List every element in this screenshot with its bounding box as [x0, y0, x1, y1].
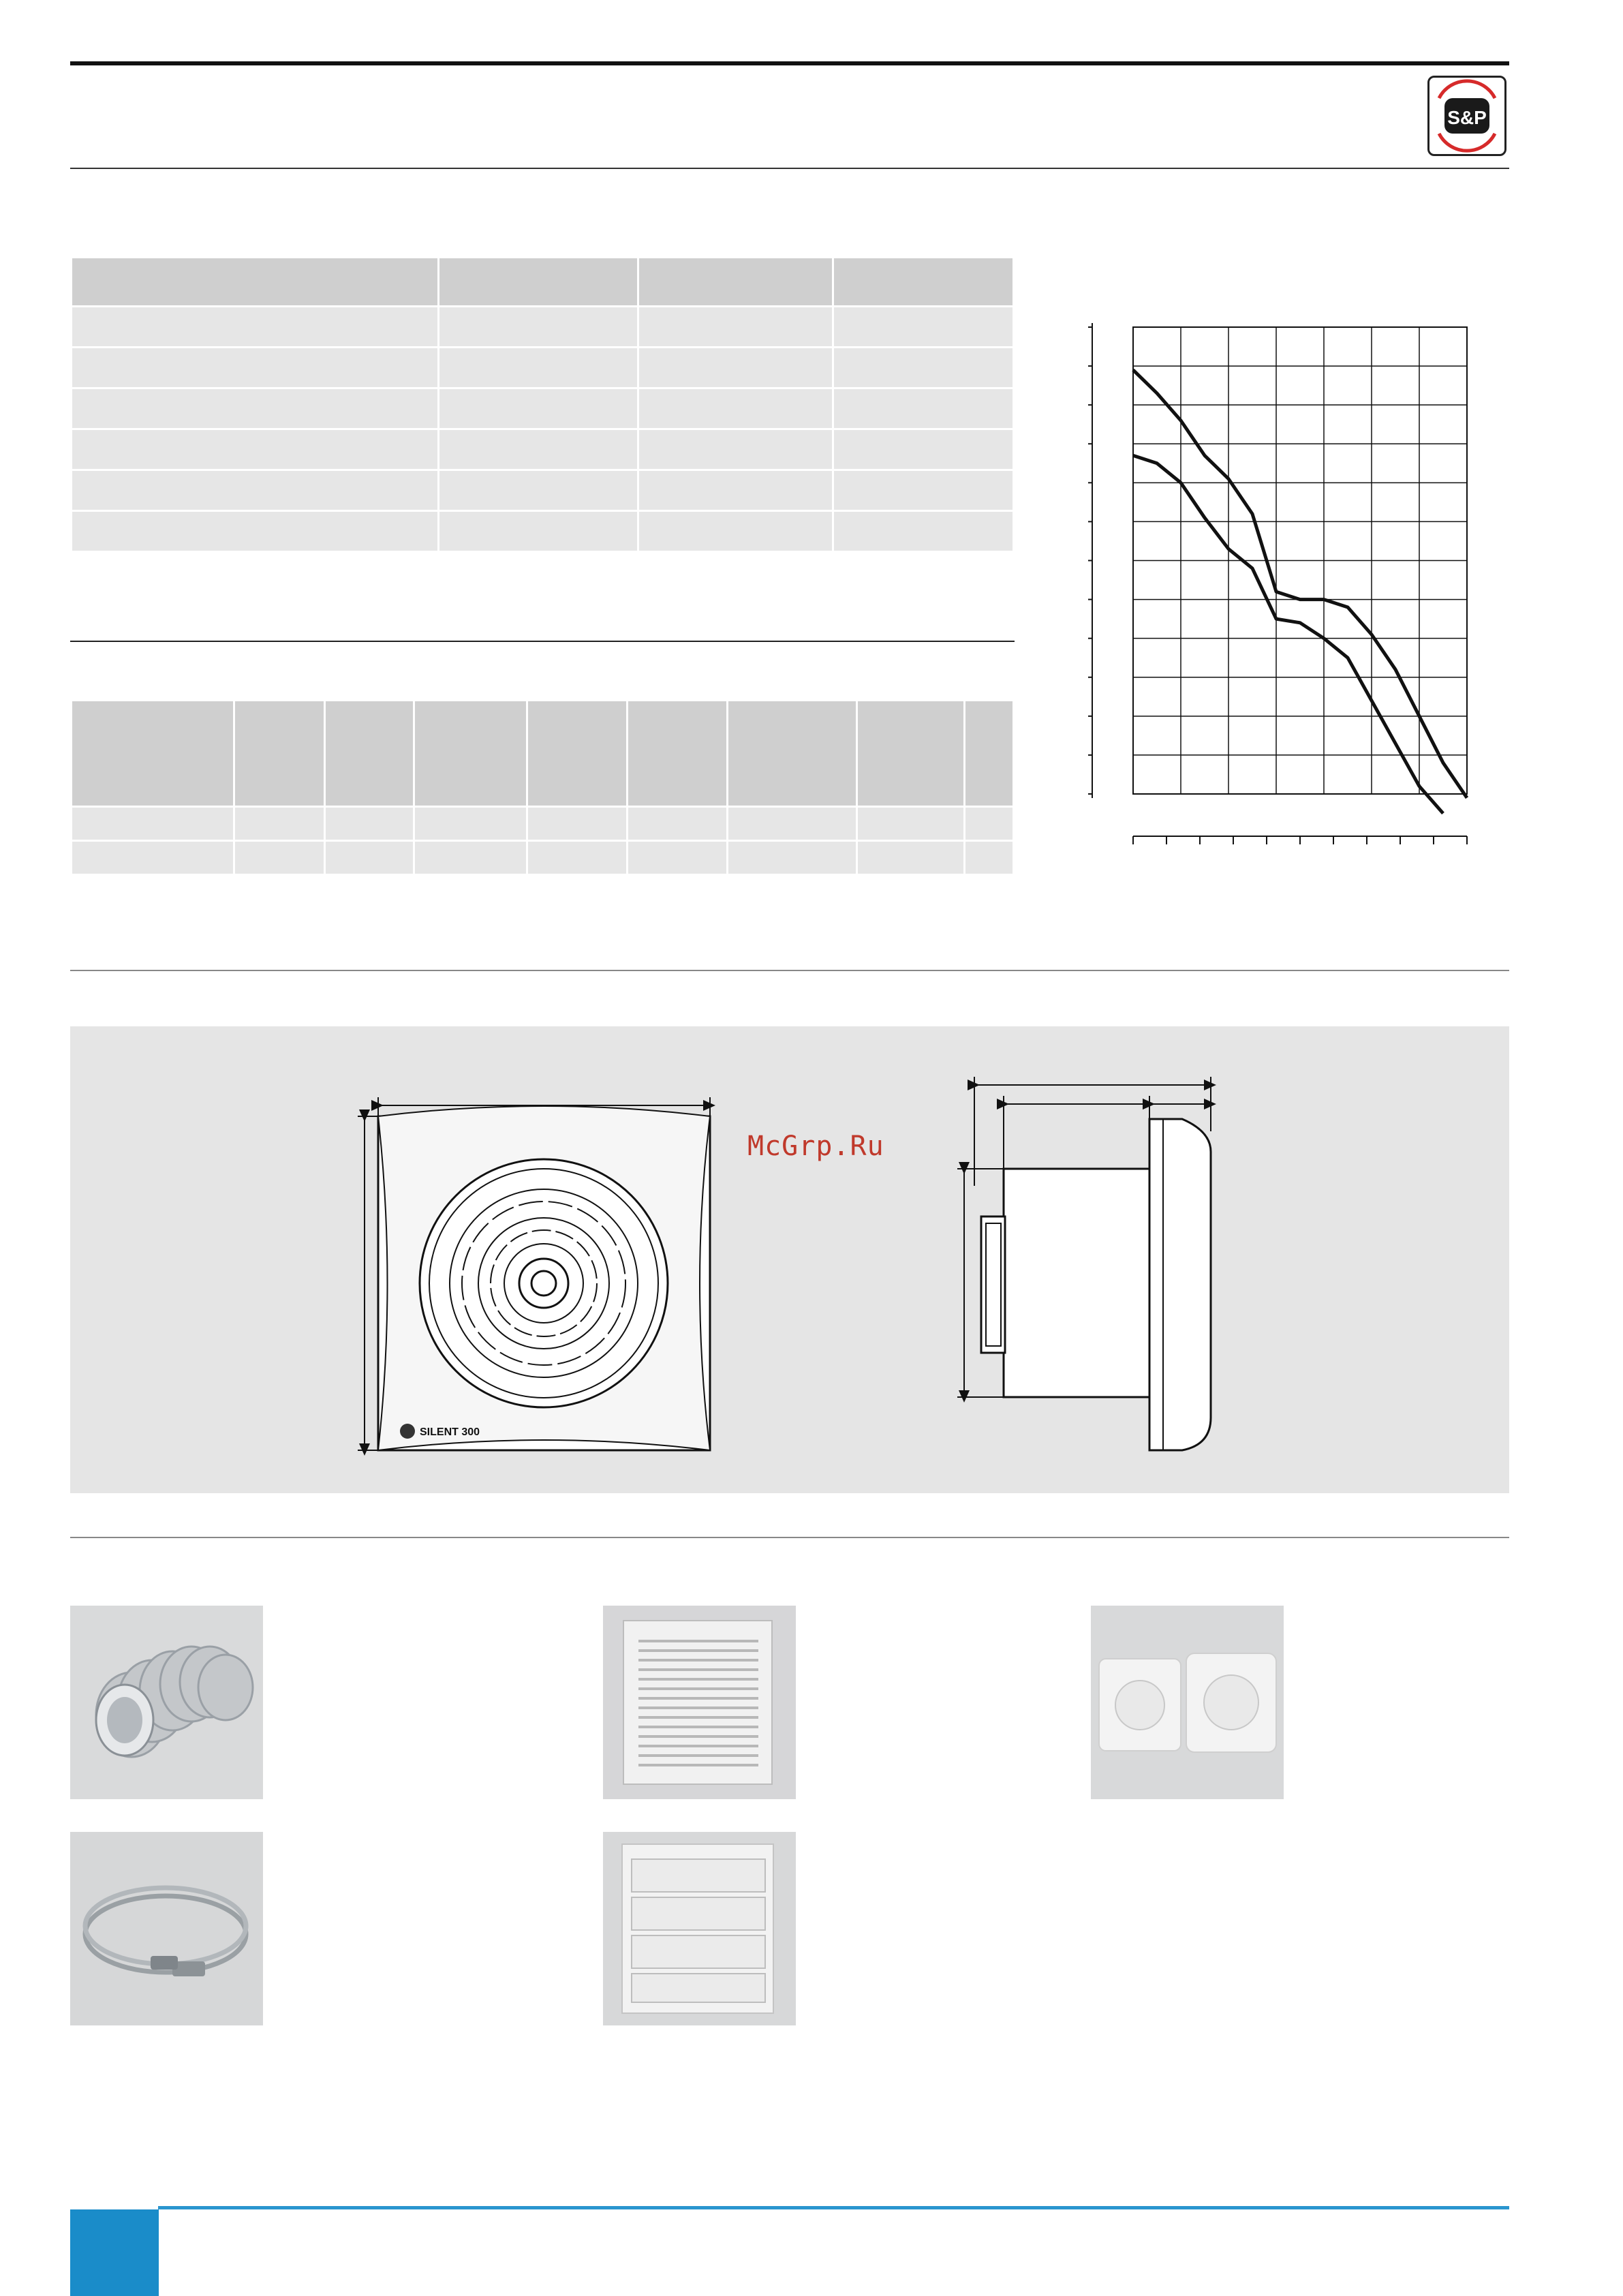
accessory-clamps[interactable]: [70, 1832, 263, 2025]
accessory-controllers[interactable]: [1091, 1606, 1284, 1799]
accessory-gravity-shutter[interactable]: [603, 1832, 796, 2025]
technical-table: [70, 256, 1015, 553]
accessory-grille[interactable]: [603, 1606, 796, 1799]
grille-image: [603, 1606, 796, 1799]
brand-badge-icon: [400, 1424, 415, 1439]
watermark-text: McGrp.Ru: [747, 1131, 884, 1162]
section-rule: [70, 641, 1015, 642]
side-view-drawing: [950, 1077, 1223, 1472]
footer-rule: [158, 2206, 1509, 2209]
gravity-shutter-image: [603, 1832, 796, 2025]
clamps-image: [70, 1832, 263, 2025]
section-rule-accessories: [70, 1537, 1509, 1538]
flexible-duct-image: [70, 1606, 263, 1799]
chart-series-line-2: [1133, 455, 1443, 813]
chart-series-line-1: [1133, 370, 1467, 798]
section-rule-dimensions: [70, 970, 1509, 971]
header-underline: [70, 168, 1509, 169]
accessory-flexible-duct[interactable]: [70, 1606, 263, 1799]
acoustic-table: [70, 699, 1015, 876]
chart-frame: [1088, 323, 1467, 844]
dimension-drawing-panel: [70, 1026, 1509, 1493]
chart-curves: [1133, 370, 1467, 814]
footer-page-block: [70, 2209, 159, 2296]
brand-logo: [1427, 76, 1506, 156]
header-rule: [70, 61, 1509, 65]
model-label: SILENT 300: [420, 1426, 480, 1438]
controllers-image: [1091, 1606, 1284, 1799]
front-view-drawing: [354, 1090, 722, 1462]
logo-text: S&P: [1447, 107, 1487, 128]
performance-chart: [1083, 310, 1492, 883]
